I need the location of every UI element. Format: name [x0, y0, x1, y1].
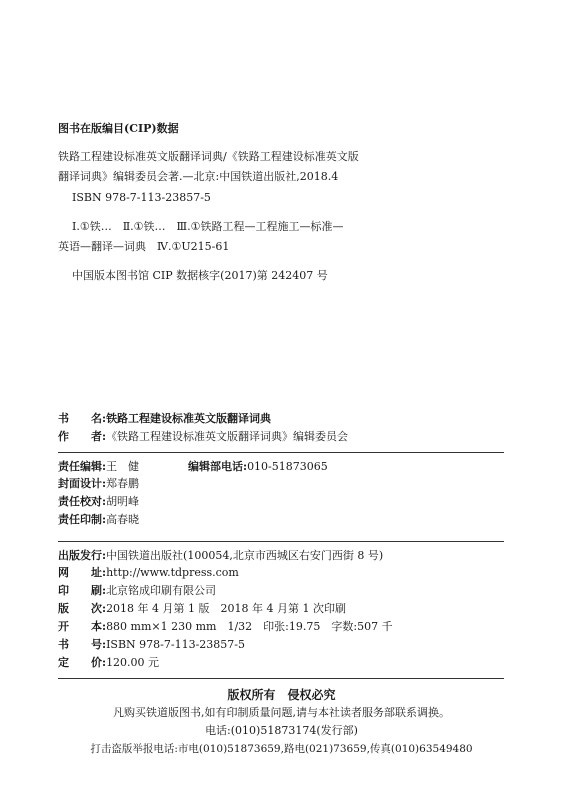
- isbn-row: [58, 638, 245, 652]
- book-title-row: [58, 412, 271, 426]
- website-label: 网 址:: [58, 566, 107, 579]
- cip-line-3: ISBN 978-7-113-23857-5: [72, 191, 211, 204]
- publisher-value: 中国铁道出版社(100054,北京市西城区右安门西街 8 号): [106, 549, 384, 562]
- isbn-value: ISBN 978-7-113-23857-5: [106, 638, 245, 651]
- website-value: http://www.tdpress.com: [106, 566, 239, 579]
- cip-line-6: 中国版本图书馆 CIP 数据核字(2017)第 242407 号: [72, 269, 328, 282]
- phone-value: 010-51873065: [247, 460, 328, 473]
- copyright-line-2: 电话:(010)51873174(发行部): [205, 724, 358, 737]
- cip-line-5: 英语—翻译—词典 Ⅳ.①U215-61: [58, 240, 230, 253]
- price-value: 120.00 元: [106, 656, 160, 669]
- phone-row: [188, 460, 328, 474]
- cip-heading: 图书在版编目(CIP)数据: [58, 122, 179, 135]
- format-value: 880 mm×1 230 mm 1/32 印张:19.75 字数:507 千: [106, 620, 393, 633]
- phone-label: 编辑部电话:: [188, 460, 248, 473]
- edition-row: [58, 602, 346, 616]
- format-label: 开 本:: [58, 620, 107, 633]
- divider-2: [58, 541, 504, 542]
- printer-row: [58, 584, 216, 598]
- website-row: [58, 566, 239, 580]
- publisher-row: [58, 549, 383, 563]
- proof-row: [58, 495, 139, 509]
- editor-label: 责任编辑:: [58, 460, 107, 473]
- divider-1: [58, 452, 504, 453]
- book-title-value: 铁路工程建设标准英文版翻译词典: [106, 412, 272, 425]
- proof-label: 责任校对:: [58, 495, 107, 508]
- editor-row: [58, 460, 139, 474]
- edition-value: 2018 年 4 月第 1 版 2018 年 4 月第 1 次印刷: [106, 602, 347, 615]
- divider-3: [58, 678, 504, 679]
- cip-line-1: 铁路工程建设标准英文版翻译词典/《铁路工程建设标准英文版: [58, 150, 359, 163]
- isbn-label: 书 号:: [58, 638, 107, 651]
- cover-label: 封面设计:: [58, 477, 107, 490]
- copyright-line-1: 凡购买铁道版图书,如有印制质量问题,请与本社读者服务部联系调换。: [113, 706, 450, 719]
- price-label: 定 价:: [58, 656, 107, 669]
- printer-value: 北京铭成印刷有限公司: [106, 584, 217, 597]
- format-row: [58, 620, 393, 634]
- edition-label: 版 次:: [58, 602, 107, 615]
- print-manager-row: [58, 513, 139, 527]
- author-label: 作 者:: [58, 430, 107, 443]
- cover-row: [58, 477, 139, 491]
- cover-value: 郑春鹏: [106, 477, 140, 490]
- author-row: [58, 430, 348, 444]
- book-title-label: 书 名:: [58, 412, 107, 425]
- copyright-line-3: 打击盗版举报电话:市电(010)51873659,路电(021)73659,传真(010)63549480: [90, 743, 473, 755]
- print-manager-label: 责任印制:: [58, 513, 107, 526]
- proof-value: 胡明峰: [106, 495, 140, 508]
- copyright-title: 版权所有 侵权必究: [227, 688, 336, 702]
- print-manager-value: 高春晓: [106, 513, 140, 526]
- cip-line-2: 翻译词典》编辑委员会著.—北京:中国铁道出版社,2018.4: [58, 170, 339, 183]
- printer-label: 印 刷:: [58, 584, 107, 597]
- cip-line-4: Ⅰ.①铁… Ⅱ.①铁… Ⅲ.①铁路工程—工程施工—标准—: [72, 220, 344, 233]
- author-value: 《铁路工程建设标准英文版翻译词典》编辑委员会: [106, 430, 349, 443]
- publisher-label: 出版发行:: [58, 549, 107, 562]
- editor-value: 王 健: [106, 460, 140, 473]
- price-row: [58, 656, 159, 670]
